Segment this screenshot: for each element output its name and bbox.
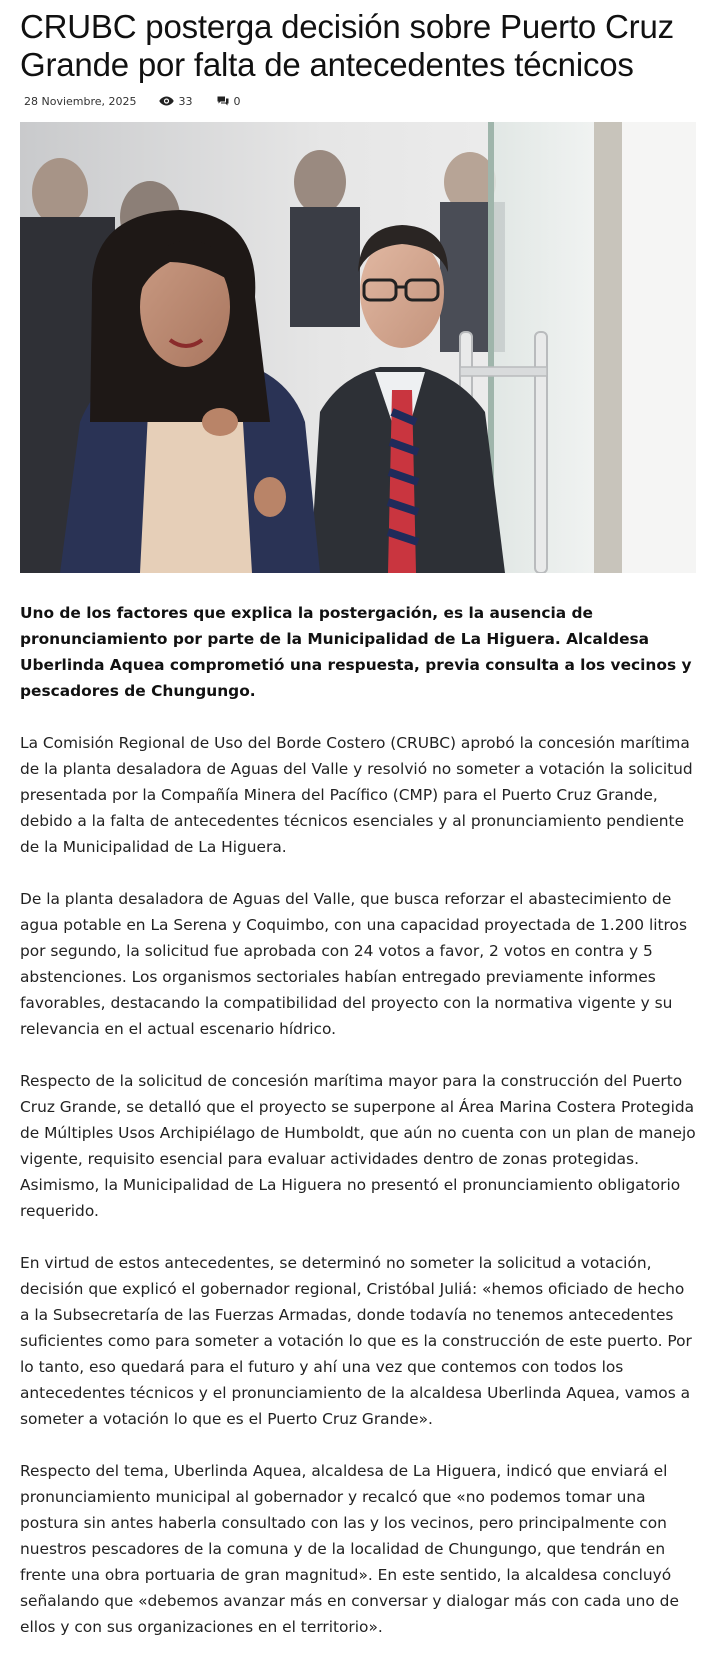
article-meta [20, 91, 696, 111]
eye-icon [159, 96, 174, 106]
article-photo [20, 122, 696, 573]
publish-date: 28 Noviembre, 2025 [24, 94, 137, 108]
comment-icon [217, 96, 229, 106]
views-count [159, 95, 193, 108]
article-body [20, 600, 696, 1666]
article-paragraph-1: La Comisión Regional de Uso del Borde Costero (CRUBC) aprobó la concesión marítima de la planta desaladora de Aguas del Valle y resolvió no someter a votación la solicitud presentada por la Compañía Minera del Pacífico (CMP) para el Puerto Cruz Grande, debido a la falta de antecedentes técnicos esenciales y al pronunciamiento pendiente de la Municipalidad de La Higuera. [20, 734, 693, 856]
article-paragraph-5: Respecto del tema, Uberlinda Aquea, alcaldesa de La Higuera, indicó que enviará el pronunciamiento municipal al gobernador y recalcó que «no podemos tomar una postura sin antes haberla consultado con las y los vecinos, pero principalmente con nuestros pescadores de la comuna y de la localidad de Chungungo, que tendrán en frente una obra portuaria de gran magnitud». En este sentido, la alcaldesa concluyó señalando que «debemos avanzar más en conversar y dialogar más con cada uno de ellos y con sus organizaciones en el territorio». [20, 1462, 679, 1636]
views-value: 33 [178, 94, 193, 108]
article-paragraph-3: Respecto de la solicitud de concesión marítima mayor para la construcción del Puerto Cruz Grande, se detalló que el proyecto se superpone al Área Marina Costera Protegida de Múltiples Usos Archipiélago de Humboldt, que aún no cuenta con un plan de manejo vigente, requisito esencial para evaluar actividades dentro de zonas protegidas. Asimismo, la Municipalidad de La Higuera no presentó el pronunciamiento obligatorio requerido. [20, 1072, 696, 1220]
comments-count[interactable] [217, 95, 241, 108]
article [20, 0, 696, 1636]
article-lead: Uno de los factores que explica la postergación, es la ausencia de pronunciamiento por parte de la Municipalidad de La Higuera. Alcaldesa Uberlinda Aquea comprometió una respuesta, previa consulta a los vecinos y pescadores de Chungungo. [20, 604, 692, 700]
photo-illustration [20, 122, 696, 573]
article-paragraph-2: De la planta desaladora de Aguas del Valle, que busca reforzar el abastecimiento de agua potable en La Serena y Coquimbo, con una capacidad proyectada de 1.200 litros por segundo, la solicitud fue aprobada con 24 votos a favor, 2 votos en contra y 5 abstenciones. Los organismos sectoriales habían entregado previamente informes favorables, destacando la compatibilidad del proyecto con la normativa vigente y su relevancia en el actual escenario hídrico. [20, 890, 687, 1038]
article-title: CRUBC posterga decisión sobre Puerto Cruz Grande por falta de antecedentes técnicos [20, 8, 674, 83]
comments-value: 0 [233, 94, 241, 108]
article-paragraph-4: En virtud de estos antecedentes, se determinó no someter la solicitud a votación, decisión que explicó el gobernador regional, Cristóbal Juliá: «hemos oficiado de hecho a la Subsecretaría de las Fuerzas Armadas, donde todavía no tenemos antecedentes suficientes como para someter a votación lo que es la construcción de este puerto. Por lo tanto, eso quedará para el futuro y ahí una vez que contemos con todos los antecedentes técnicos y el pronunciamiento de la alcaldesa Uberlinda Aquea, vamos a someter a votación lo que es el Puerto Cruz Grande». [20, 1254, 692, 1428]
